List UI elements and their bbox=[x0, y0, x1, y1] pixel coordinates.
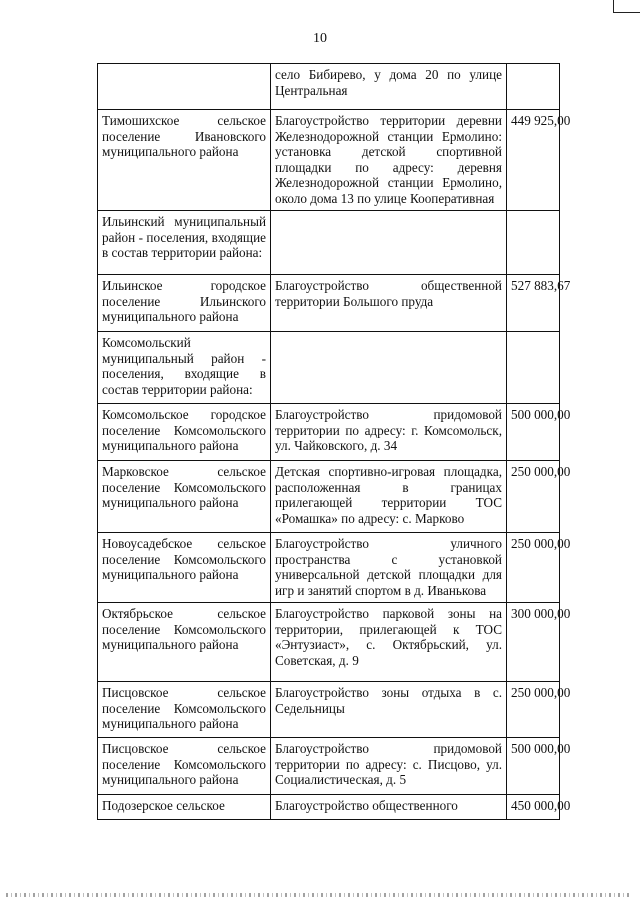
municipality-cell: Ильинский муниципальный район - поселения, входящие в состав территории района: bbox=[98, 211, 271, 275]
amount-cell bbox=[507, 64, 560, 110]
project-cell: Благоустройство общественной территории Большого пруда bbox=[271, 275, 507, 332]
municipality-cell: Подозерское сельское bbox=[98, 795, 271, 820]
project-cell: Благоустройство общественного bbox=[271, 795, 507, 820]
table-row bbox=[98, 64, 560, 110]
municipality-cell: Октябрьское сельское поселение Комсомольского муниципального района bbox=[98, 603, 271, 682]
scan-corner-mark bbox=[613, 0, 640, 13]
municipality-cell: Комсомольское городское поселение Комсомольского муниципального района bbox=[98, 404, 271, 461]
table-row bbox=[98, 332, 560, 404]
table-row bbox=[98, 211, 560, 275]
project-cell: Детская спортивно-игровая площадка, расположенная в границах прилегающей территории ТОС «Ромашка» по адресу: с. Марково bbox=[271, 461, 507, 533]
amount-cell: 300 000,00 bbox=[507, 603, 560, 682]
project-cell: Благоустройство территории деревни Железнодорожной станции Ермолино: установка детской спортивной площадки по адресу: деревня Железнодорожной станции Ермолино, около дома 13 по улице Кооперативная bbox=[271, 110, 507, 211]
project-cell bbox=[271, 332, 507, 404]
table-row bbox=[98, 682, 560, 738]
municipality-cell: Комсомольский муниципальный район - поселения, входящие в состав территории района: bbox=[98, 332, 271, 404]
amount-cell: 250 000,00 bbox=[507, 533, 560, 603]
table-row bbox=[98, 404, 560, 461]
amount-cell: 250 000,00 bbox=[507, 682, 560, 738]
municipality-cell: Писцовское сельское поселение Комсомольского муниципального района bbox=[98, 682, 271, 738]
project-cell: Благоустройство уличного пространства с установкой универсальной детской площадки для игр и занятий спортом в д. Иванькова bbox=[271, 533, 507, 603]
table-row bbox=[98, 603, 560, 682]
table-row bbox=[98, 461, 560, 533]
amount-cell bbox=[507, 211, 560, 275]
allocation-table bbox=[97, 63, 571, 820]
amount-cell: 449 925,00 bbox=[507, 110, 560, 211]
amount-cell bbox=[507, 332, 560, 404]
table-row bbox=[98, 738, 560, 795]
municipality-cell: Новоусадебское сельское поселение Комсомольского муниципального района bbox=[98, 533, 271, 603]
project-cell: Благоустройство придомовой территории по адресу: с. Писцово, ул. Социалистическая, д. 5 bbox=[271, 738, 507, 795]
municipality-cell: Ильинское городское поселение Ильинского муниципального района bbox=[98, 275, 271, 332]
project-cell bbox=[271, 211, 507, 275]
table-row bbox=[98, 110, 560, 211]
amount-cell: 250 000,00 bbox=[507, 461, 560, 533]
municipality-cell bbox=[98, 64, 271, 110]
project-cell: Благоустройство придомовой территории по адресу: г. Комсомольск, ул. Чайковского, д. 34 bbox=[271, 404, 507, 461]
project-cell: Благоустройство парковой зоны на территории, прилегающей к ТОС «Энтузиаст», с. Октябрьский, ул. Советская, д. 9 bbox=[271, 603, 507, 682]
municipality-cell: Марковское сельское поселение Комсомольского муниципального района bbox=[98, 461, 271, 533]
table-row bbox=[98, 795, 560, 820]
amount-cell: 450 000,00 bbox=[507, 795, 560, 820]
scan-artifact-line bbox=[6, 893, 631, 897]
table-row bbox=[98, 533, 560, 603]
project-cell: Благоустройство зоны отдыха в с. Седельницы bbox=[271, 682, 507, 738]
amount-cell: 500 000,00 bbox=[507, 404, 560, 461]
municipality-cell: Писцовское сельское поселение Комсомольского муниципального района bbox=[98, 738, 271, 795]
project-cell: село Бибирево, у дома 20 по улице Центральная bbox=[271, 64, 507, 110]
amount-cell: 527 883,67 bbox=[507, 275, 560, 332]
table-row bbox=[98, 275, 560, 332]
amount-cell: 500 000,00 bbox=[507, 738, 560, 795]
page-number: 10 bbox=[313, 31, 327, 46]
municipality-cell: Тимошихское сельское поселение Ивановского муниципального района bbox=[98, 110, 271, 211]
